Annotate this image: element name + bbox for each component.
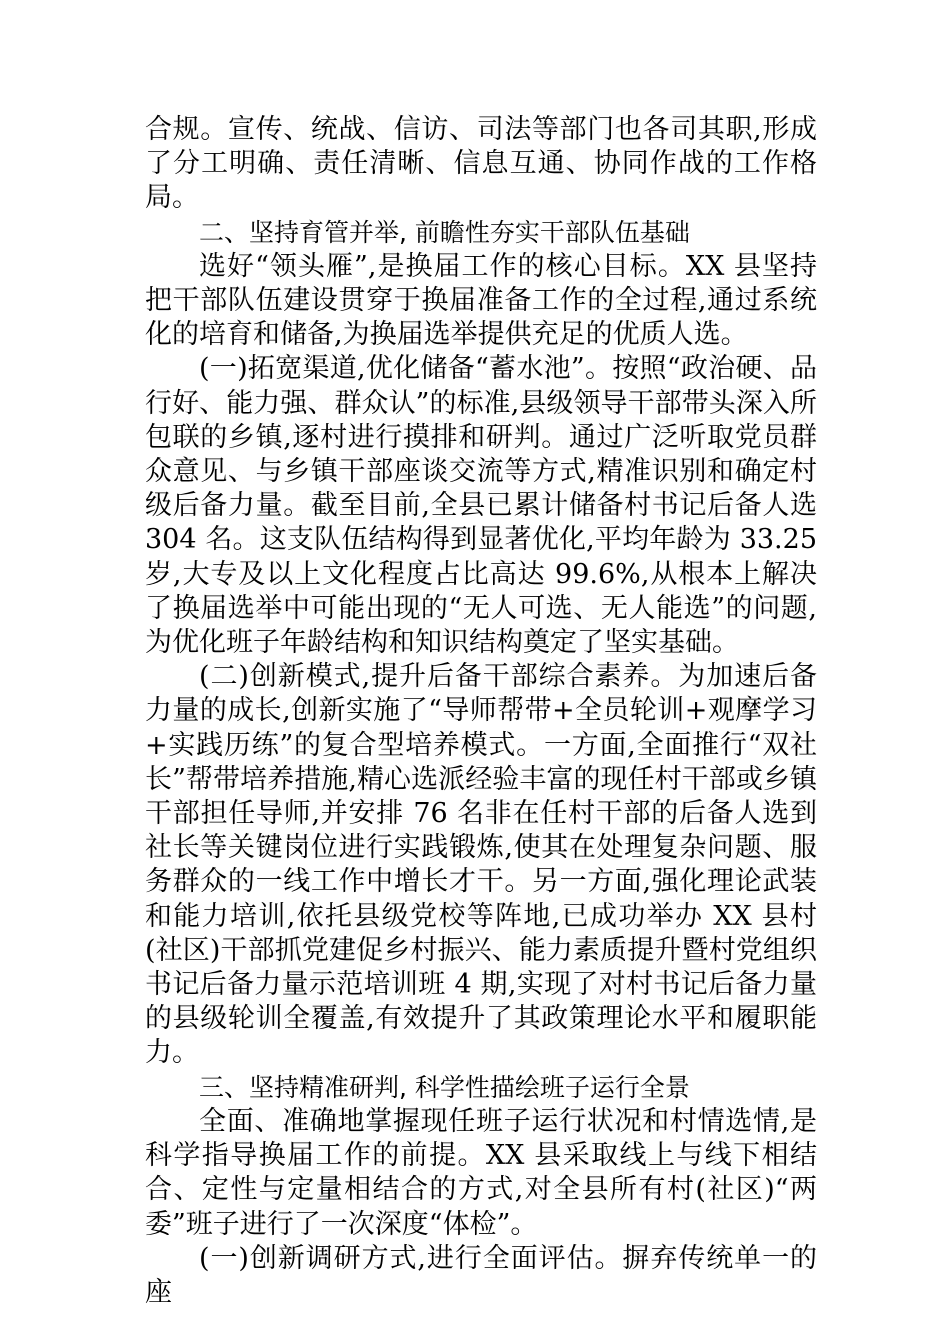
section-heading-2: 二、坚持育管并举, 前瞻性夯实干部队伍基础	[199, 217, 690, 247]
paragraph-3-1: (一)创新调研方式,进行全面评估。摒弃传统单一的座	[145, 1242, 817, 1308]
paragraph-intro-3: 全面、准确地掌握现任班子运行状况和村情选情,是科学指导换届工作的前提。XX 县采取线上与线下相结合、定性与定量相结合的方式,对全县所有村(社区)“两委”班子进行了一次深度“体检”。	[145, 1105, 817, 1240]
paragraph-2-1: (一)拓宽渠道,优化储备“蓄水池”。按照“政治硬、品行好、能力强、群众认”的标准,县级领导干部带头深入所包联的乡镇,逐村进行摸排和研判。通过广泛听取党员群众意见、与乡镇干部座谈交流等方式,精准识别和确定村级后备力量。截至目前,全县已累计储备村书记后备人选 304 名。这支队伍结构得到显著优化,平均年龄为 33.25 岁,大专及以上文化程度占比高达 99.6%,从根本上解决了换届选举中可能出现的“无人可选、无人能选”的问题,为优化班子年龄结构和知识结构奠定了坚实基础。	[145, 353, 817, 659]
section-heading-3: 三、坚持精准研判, 科学性描绘班子运行全景	[199, 1072, 690, 1102]
paragraph-continuation: 合规。宣传、统战、信访、司法等部门也各司其职,形成了分工明确、责任清晰、信息互通、协同作战的工作格局。	[145, 114, 817, 214]
paragraph-intro-2: 选好“领头雁”,是换届工作的核心目标。XX 县坚持把干部队伍建设贯穿于换届准备工作的全过程,通过系统化的培育和储备,为换届选举提供充足的优质人选。	[145, 250, 817, 351]
document-body	[145, 113, 817, 1310]
paragraph-2-2: (二)创新模式,提升后备干部综合素养。为加速后备力量的成长,创新实施了“导师帮带+全员轮训+观摩学习+实践历练”的复合型培养模式。一方面,全面推行“双社长”帮带培养措施,精心选派经验丰富的现任村干部或乡镇干部担任导师,并安排 76 名非在任村干部的后备人选到社长等关键岗位进行实践锻炼,使其在处理复杂问题、服务群众的一线工作中增长才干。另一方面,强化理论武装和能力培训,依托县级党校等阵地,已成功举办 XX 县村(社区)干部抓党建促乡村振兴、能力素质提升暨村党组织书记后备力量示范培训班 4 期,实现了对村书记后备力量的县级轮训全覆盖,有效提升了其政策理论水平和履职能力。	[145, 661, 817, 1069]
